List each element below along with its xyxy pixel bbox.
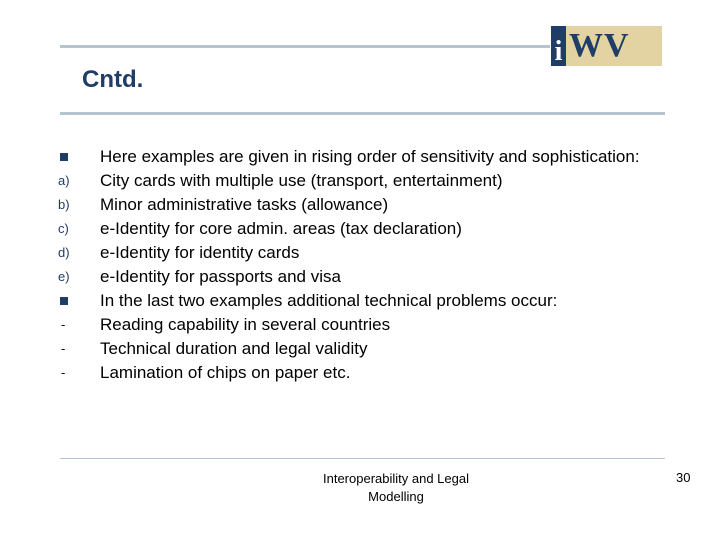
list-item: [58, 241, 658, 265]
list-item-text: In the last two examples additional technical problems occur:: [100, 291, 558, 310]
list-marker: b): [58, 197, 70, 212]
square-bullet-icon: [58, 145, 100, 169]
list-item: [58, 145, 658, 169]
list-item-text: Lamination of chips on paper etc.: [100, 363, 351, 382]
footer-rule: [60, 458, 665, 459]
list-item-text: Technical duration and legal validity: [100, 339, 368, 358]
list-item: [58, 337, 658, 361]
slide-title: Cntd.: [82, 66, 144, 93]
list-item-text: Reading capability in several countries: [100, 315, 391, 334]
iwv-logo: [551, 26, 662, 66]
list-marker: a): [58, 173, 70, 188]
bullet-list: [58, 145, 658, 385]
list-marker: e): [58, 269, 70, 284]
list-item-text: e-Identity for identity cards: [100, 243, 300, 262]
list-item-text: e-Identity for passports and visa: [100, 267, 341, 286]
list-item-text: City cards with multiple use (transport, entertainment): [100, 171, 503, 190]
list-marker: c): [58, 221, 69, 236]
list-item: [58, 313, 658, 337]
footer-line-1: Interoperability and Legal: [323, 471, 469, 486]
list-marker: -: [61, 341, 66, 356]
logo-wordmark: WV: [569, 27, 630, 64]
list-item: [58, 265, 658, 289]
logo-i-block: i: [551, 26, 566, 66]
page-number: 30: [676, 470, 691, 485]
list-item: [58, 169, 658, 193]
footer-caption: [296, 470, 496, 506]
list-item: [58, 361, 658, 385]
list-item-text: Here examples are given in rising order of sensitivity and sophistication:: [100, 147, 640, 166]
header-top-rule: [60, 45, 550, 48]
list-item: [58, 217, 658, 241]
list-marker: d): [58, 245, 70, 260]
square-bullet-icon: [58, 289, 100, 313]
list-marker: -: [61, 317, 66, 332]
list-item-text: e-Identity for core admin. areas (tax declaration): [100, 219, 462, 238]
list-item: [58, 193, 658, 217]
list-marker: -: [61, 365, 66, 380]
list-item: [58, 289, 658, 313]
title-rule: [60, 112, 665, 115]
list-item-text: Minor administrative tasks (allowance): [100, 195, 389, 214]
footer-line-2: Modelling: [368, 489, 424, 504]
